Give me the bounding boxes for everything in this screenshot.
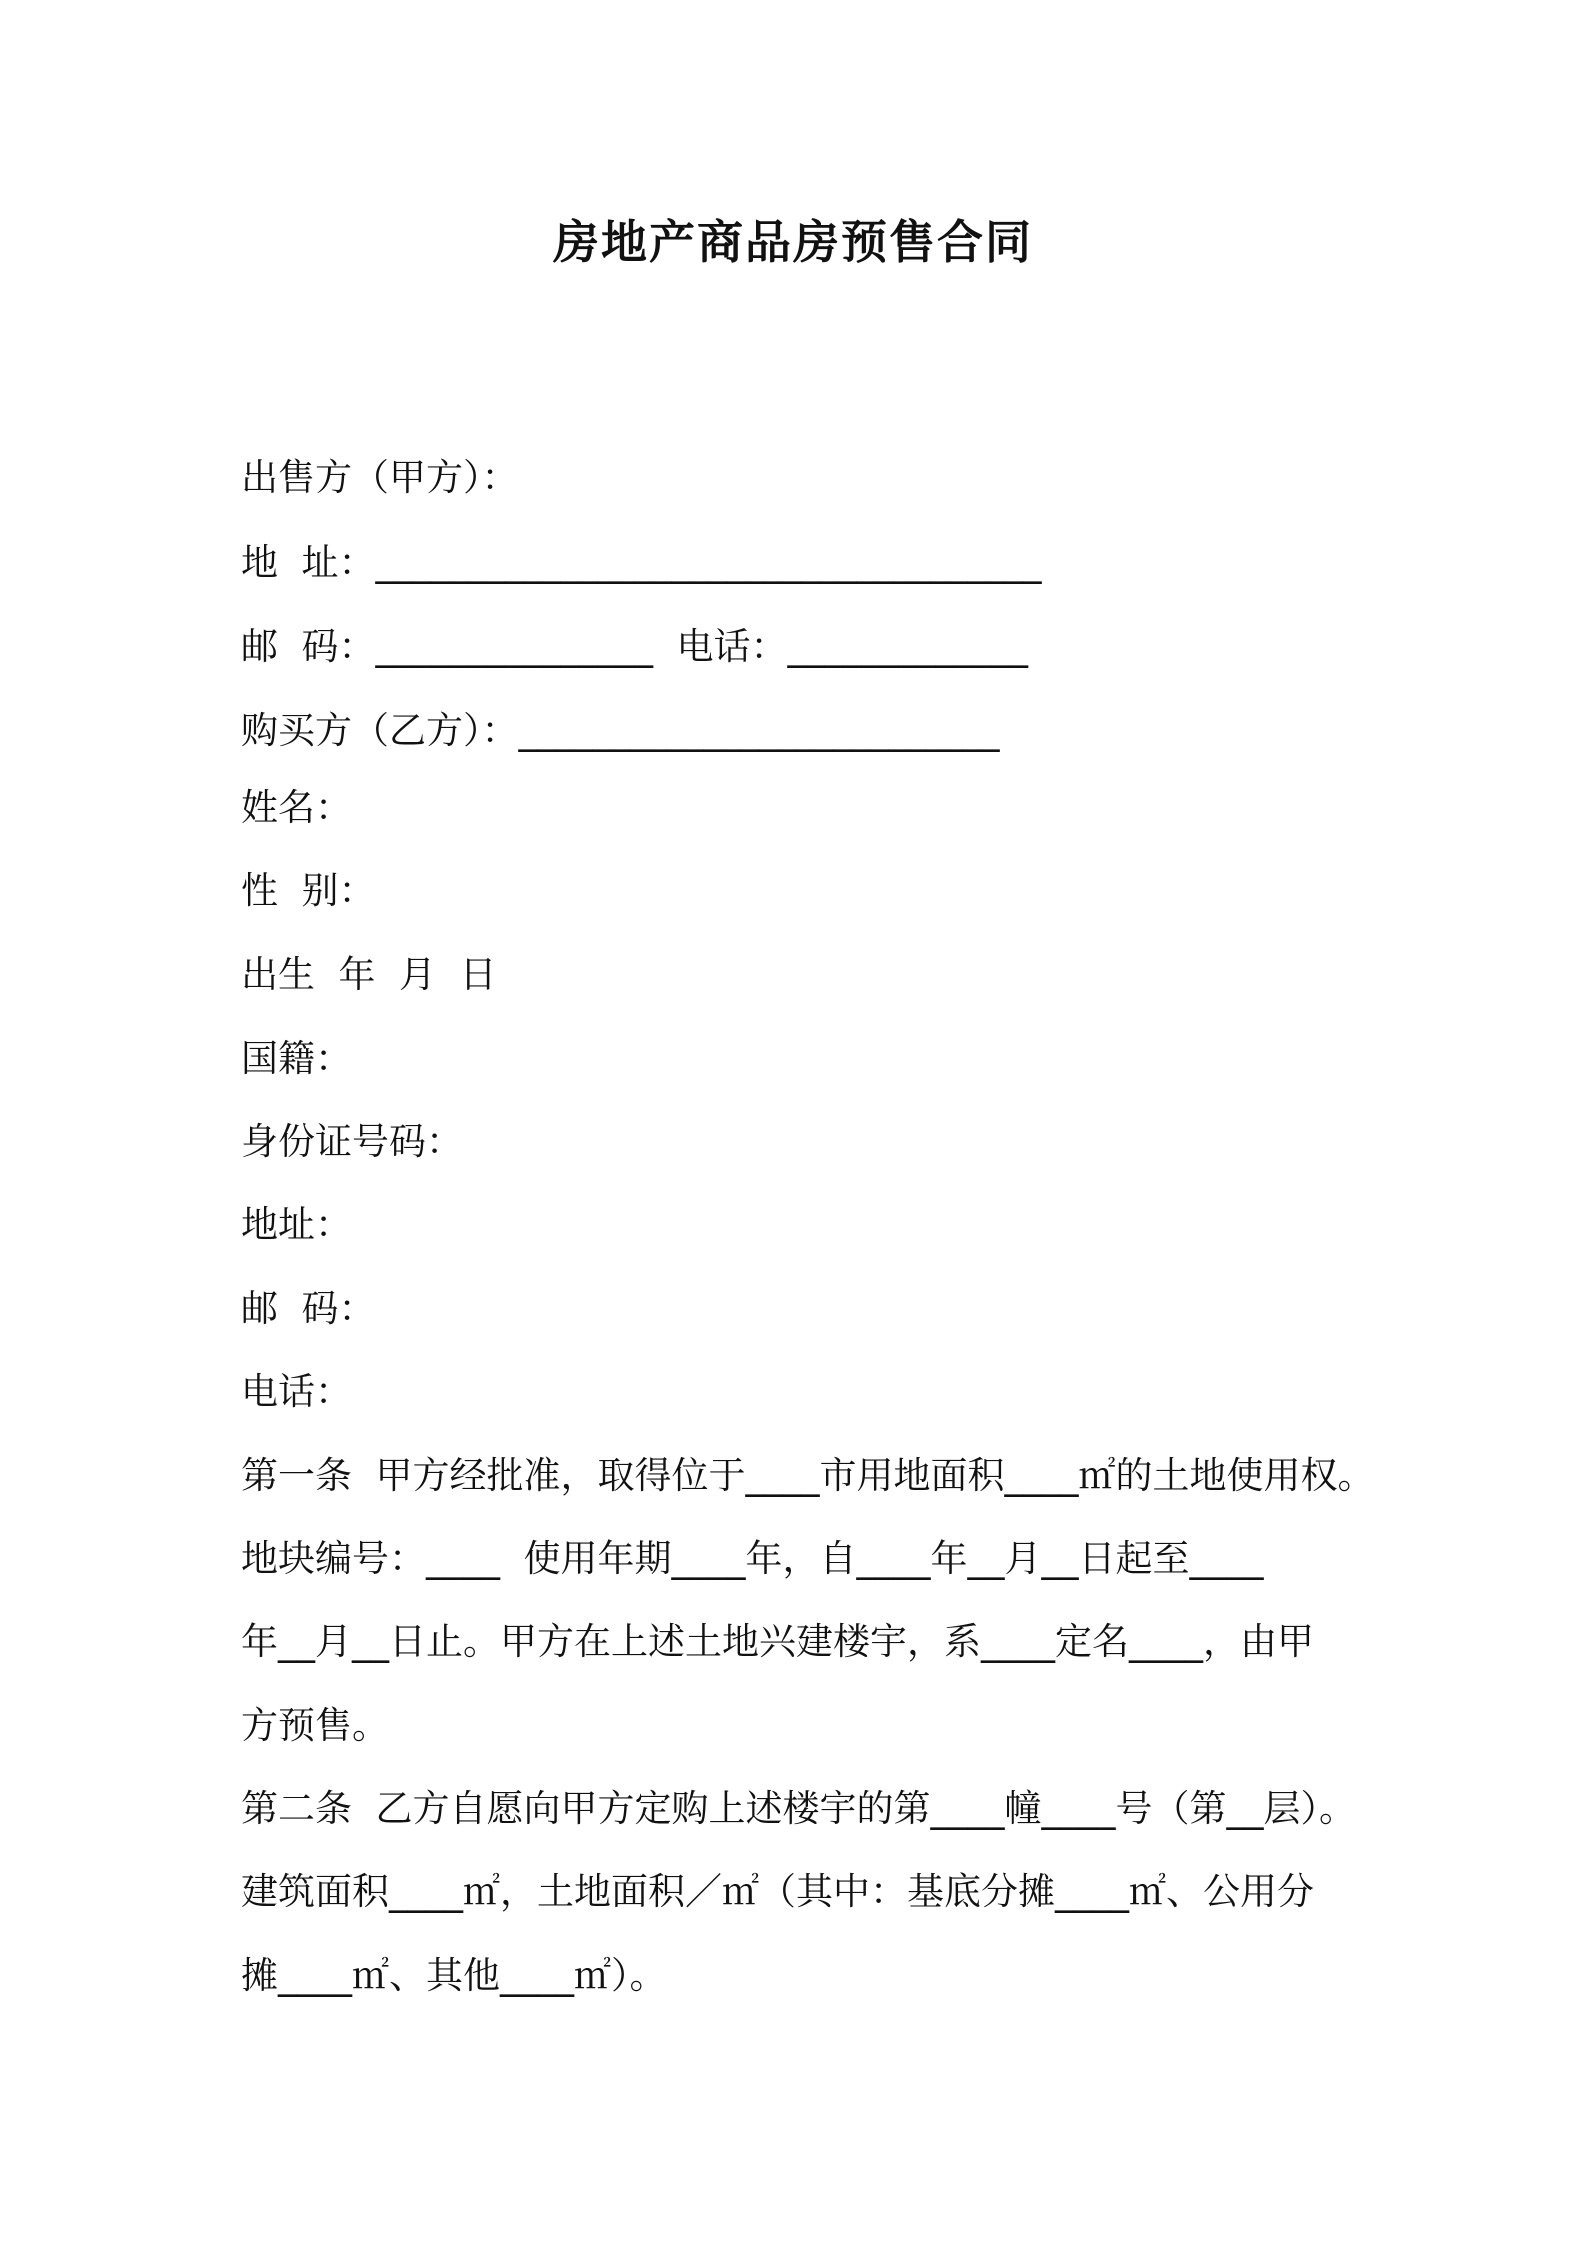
buyer-address: 地址： bbox=[241, 1203, 352, 1246]
document-title: 房地产商品房预售合同 bbox=[553, 215, 1033, 269]
article-1-line-4: 方预售。 bbox=[241, 1704, 389, 1747]
seller-label: 出售方（甲方）： bbox=[241, 456, 519, 499]
buyer-name: 姓名： bbox=[241, 786, 352, 829]
article-1-line-2: 地块编号：____ 使用年期____年，自____年__月__日起至____ bbox=[241, 1537, 1264, 1580]
article-2-line-3: 摊____㎡、其他____㎡）。 bbox=[241, 1954, 667, 1997]
article-2-line-1: 第二条 乙方自愿向甲方定购上述楼宇的第____幢____号（第__层）。 bbox=[241, 1787, 1357, 1830]
buyer-gender: 性 别： bbox=[241, 869, 376, 912]
buyer-id-number: 身份证号码： bbox=[241, 1120, 463, 1163]
buyer-phone: 电话： bbox=[241, 1370, 352, 1413]
article-1-line-1: 第一条 甲方经批准，取得位于____市用地面积____㎡的土地使用权。 bbox=[241, 1454, 1375, 1497]
article-2-line-2: 建筑面积____㎡，土地面积／㎡（其中：基底分摊____㎡、公用分 bbox=[241, 1870, 1314, 1913]
seller-address-line: 地 址：____________________________________ bbox=[241, 541, 1042, 584]
buyer-postcode: 邮 码： bbox=[241, 1287, 376, 1330]
buyer-birthdate: 出生 年 月 日 bbox=[241, 953, 497, 996]
buyer-label: 购买方（乙方）：__________________________ bbox=[241, 709, 1000, 752]
buyer-nationality: 国籍： bbox=[241, 1037, 352, 1080]
seller-postcode-phone-line: 邮 码：_______________ 电话：_____________ bbox=[241, 625, 1029, 668]
article-1-line-3: 年__月__日止。甲方在上述土地兴建楼宇，系____定名____，由甲 bbox=[241, 1620, 1314, 1663]
